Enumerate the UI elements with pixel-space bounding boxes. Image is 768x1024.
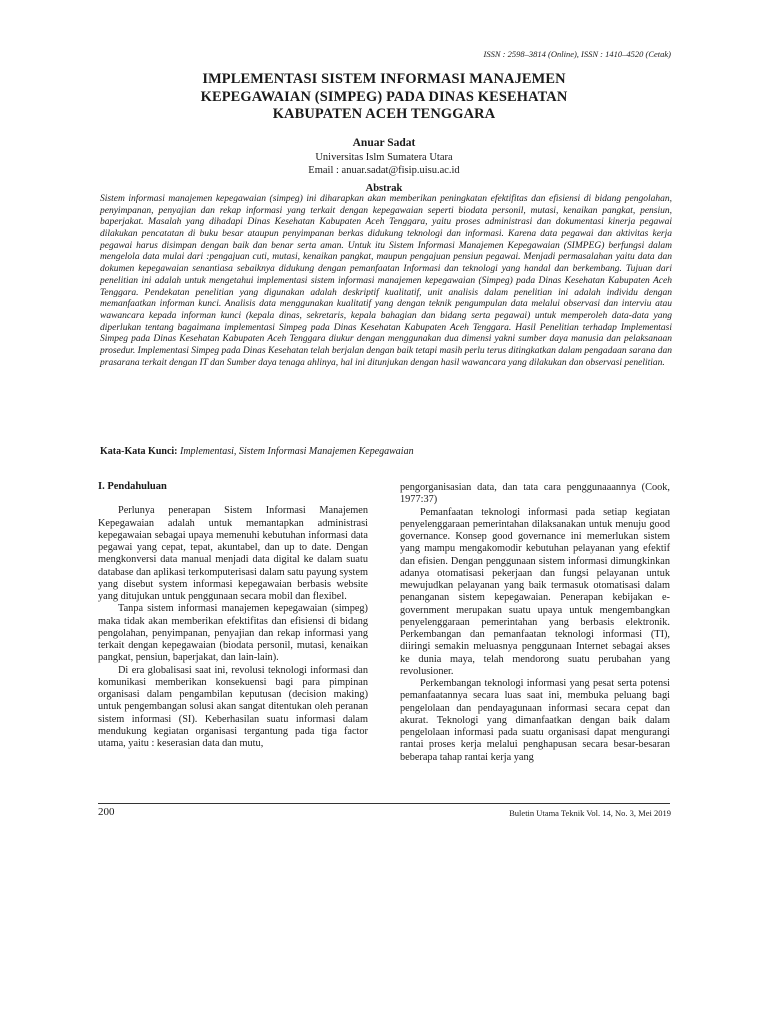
title-line-2: KEPEGAWAIAN (SIMPEG) PADA DINAS KESEHATAN <box>200 88 568 105</box>
paper-title <box>120 71 648 124</box>
paragraph: Perkembangan teknologi informasi yang pesat serta potensi pemanfaatannya secara luas saat ini, membuka peluang bagi pengelolaan dan pendayagunaan informasi secara cepat dan akurat. Teknologi yang dimanfaatkan dengan baik dalam pengelolaan informasi pada suatu organisasi dapat mengurangi rantai proses kerja melalui penghapusan secara besar-besaran beberapa tahap rantai kerja yang <box>400 678 670 763</box>
keywords <box>100 446 672 457</box>
keywords-text: Implementasi, Sistem Informasi Manajemen Kepegawaian <box>180 446 414 457</box>
title-line-1: IMPLEMENTASI SISTEM INFORMASI MANAJEMEN <box>202 71 566 87</box>
keywords-label: Kata-Kata Kunci: <box>100 446 178 457</box>
issn-line: ISSN : 2598–3814 (Online), ISSN : 1410–4520 (Cetak) <box>483 49 671 59</box>
paragraph: Tanpa sistem informasi manajemen kepegawaian (simpeg) maka tidak akan memberikan efektifitas dan efisiensi di bidang pengolahan, penyimpanan, penyajian dan rekap informasi yang terkait dengan kepegawaian (biodata personil, mutasi, kenaikan pangkat, pensiun, baperjakat, dan lain-lain). <box>98 603 368 664</box>
paragraph: Di era globalisasi saat ini, revolusi teknologi informasi dan komunikasi memberikan konsekuensi bagi para pimpinan organisasi dalam pengambilan keputusan (decision making) untuk pengembangan solusi akan sangat ditentukan oleh peranan sistem informasi (SI). Keberhasilan suatu informasi dalam mendukung kegiatan organisasi tergantung pada tiga factor utama, yaitu : keserasian data dan mutu, <box>98 664 368 749</box>
abstract-heading: Abstrak <box>365 183 403 194</box>
author-affiliation: Universitas Islm Sumatera Utara <box>315 152 453 163</box>
paragraph: Perlunya penerapan Sistem Informasi Manajemen Kepegawaian adalah untuk memantapkan administrasi kepegawaian sebagai upaya memenuhi kebutuhan informasi data pegawai yang cepat, tepat, akuntabel, dan up to date. Dengan mengkonversi data manual menjadi data digital ke dalam suatu database dan aplikasi terkomputerisasi dalam satu payung system yang disebut system informasi kepegawaian berbasis website yang ditujukan untuk penggunaan secara mobil dan flexibel. <box>98 505 368 602</box>
body-column-right <box>400 482 670 764</box>
author-name: Anuar Sadat <box>352 137 416 149</box>
journal-citation: Buletin Utama Teknik Vol. 14, No. 3, Mei 2019 <box>509 808 671 818</box>
body-column-left <box>98 481 368 750</box>
author-email: Email : anuar.sadat@fisip.uisu.ac.id <box>308 165 460 176</box>
abstract-text: Sistem informasi manajemen kepegawaian (simpeg) ini diharapkan akan memberikan peningkatan efektifitas dan efisiensi di bidang pengolahan, penyimpanan, penyajian dan rekap informasi yang terkait dengan kepegawaian seperti biodata personil, mutasi, kenaikan pangkat, pensiun, baperjakat. Masalah yang dihadapi Dinas Kesehatan Kabupaten Aceh Tenggara, yaitu proses administrasi dan dokumentasi kinerja pegawai dilakukan pencatatan di buku besar ataupun penyimpanan berkas didukung teknologi dan informasi. Karena data pegawai dan aktivitas kerja pegawai harus disimpan dengan baik dan benar serta aman. Untuk itu Sistem Informasi Manajemen Kepegawaian (SIMPEG) berfungsi dalam mengelola data mulai dari :pengajuan cuti, mutasi, kenaikan pangkat, maupun pengajuan pensiun pegawai. Menjadi permasalahan yaitu data dan dokumen kepegawaian senantiasa sebaiknya didukung dengan pemanfaatan Informasi dan teknologi yang handal dan berkembang. Tujuan dari penelitian ini adalah untuk mengetahui implementasi sistem informasi manajemen kepegawaian (Simpeg) pada Dinas Kesehatan Kabupaten Aceh Tenggara. Pendekatan penelitian yang digunakan adalah deskriptif kualitatif, unit analisis dalam penelitian ini adalah individu dengan memanfaatkan informan kunci. Analisis data menggunakan kualitatif yang dengan teknik pengumpulan data melalui observasi dan interviu atau wawancara kepada informan kunci (kepala dinas, sekretaris, kepala bahagian dan bidang serta pegawai) untuk memperoleh data-data yang diperlukan tentang bagaimana implementasi Simpeg pada Dinas Kesehatan Kabupaten Aceh Tenggara. Hasil Penelitian terhadap Implementasi Simpeg pada Dinas Kesehatan Kabupaten Aceh Tenggara diukur dengan menggunakan dua dimensi yakni sumber daya manusia dan pelaksanaan prosedur. Implementasi Simpeg pada Dinas Kesehatan telah berjalan dengan baik tetapi masih perlu terus ditingkatkan dalam pengadaan sarana dan prasarana terkait dengan IT dan Sumber daya tenaga ahlinya, hal ini ditunjukan dengan hasil wawancara yang dilakukan dan observasi penelitian. <box>100 194 672 368</box>
page-number: 200 <box>98 806 115 818</box>
section-heading: I. Pendahuluan <box>98 481 167 492</box>
footer-divider <box>98 803 670 804</box>
title-line-3: KABUPATEN ACEH TENGGARA <box>272 106 496 122</box>
paragraph: pengorganisasian data, dan tata cara penggunaaannya (Cook, 1977:37) <box>400 482 670 506</box>
paragraph: Pemanfaatan teknologi informasi pada setiap kegiatan penyelenggaraan pemerintahan dilaksanakan untuk menuju good governance. Konsep good governance ini memerlukan sistem yang mampu mengakomodir kebutuhan pelayanan yang efektif dan efisien. Dengan penggunaan sistem informasi dimungkinkan adanya otomatisasi pekerjaan dan fungsi pelayanan untuk mewujudkan pelayanan yang baik termasuk otomatisasi dalam penanganan sistem kepegawaian. Penerapan kebijakan e-government merupakan suatu upaya untuk mengembangkan penyelenggaraan pemerintahan yang berbasis elektronik. Perkembangan dan pemanfaatan teknologi informasi (TI), diiringi semakin meluasnya penggunaan Internet sebagai akses ke dunia maya, telah mendorong suatu perubahan yang revolusioner. <box>400 506 670 677</box>
